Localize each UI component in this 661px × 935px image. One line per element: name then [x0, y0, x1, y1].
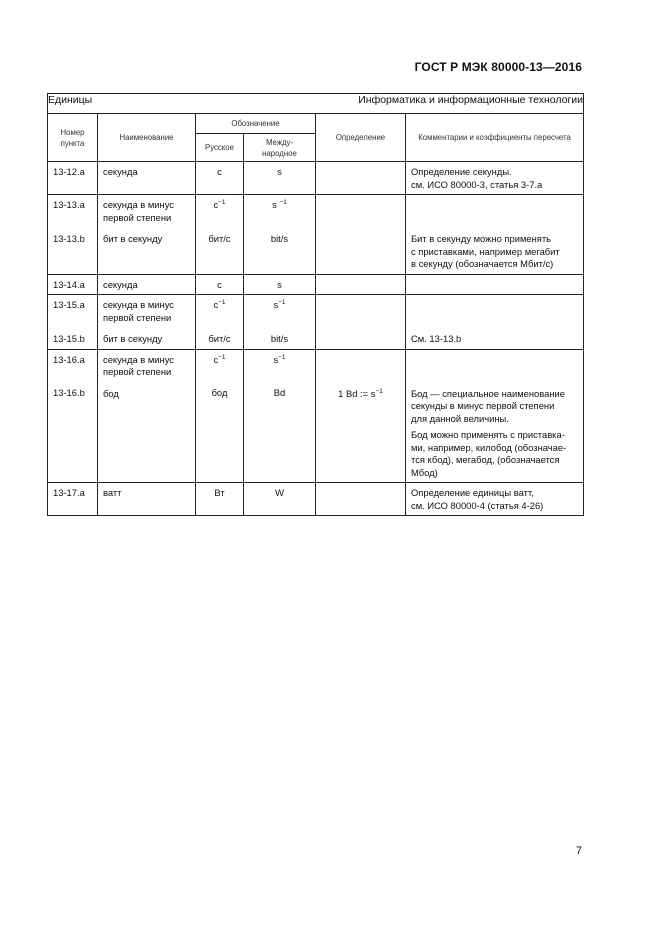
symbol-russian	[196, 195, 244, 275]
unit-name-line: бит в секунду	[103, 233, 163, 244]
symbol-russian	[196, 349, 244, 483]
unit-name-line: первой степени	[103, 366, 172, 377]
units-table	[47, 93, 584, 516]
unit-name	[98, 195, 196, 275]
unit-name	[98, 349, 196, 483]
comment	[406, 349, 584, 483]
symbol-base: s	[273, 353, 279, 365]
item-number	[48, 349, 98, 483]
unit-name-line: бит в секунду	[103, 333, 163, 344]
col-header-russian: Русское	[196, 134, 244, 162]
symbol-exponent: −1	[218, 353, 226, 361]
col-header-designation: Обозначение	[196, 114, 316, 134]
definition	[316, 162, 406, 195]
comment-line: с приставками, например мегабит	[411, 245, 560, 257]
col-header-comments: Комментарии и коэффициенты пересчета	[406, 114, 584, 162]
comment	[406, 195, 584, 275]
symbol-exponent: −1	[218, 299, 226, 306]
unit-name	[98, 295, 196, 350]
unit-name-line: секунда в минус	[103, 199, 174, 210]
comment	[406, 274, 584, 295]
col-header-name: Наименование	[98, 114, 196, 162]
table-row	[48, 349, 584, 483]
definition	[316, 295, 406, 350]
item-number-b: 13-13.b	[53, 232, 85, 244]
comment-line: см. ИСО 80000-4 (статья 4-26)	[411, 499, 544, 511]
symbol-value: bit/s	[270, 332, 289, 344]
comment-line: ми, например, килобод (обозначае-	[411, 441, 567, 453]
comment-line: для данной величины.	[411, 412, 509, 424]
table-row	[48, 483, 584, 516]
col-header-international: Между-народное	[244, 134, 316, 162]
comment-line: см. ИСО 80000-3, статья 3-7.a	[411, 178, 543, 190]
symbol-russian	[196, 295, 244, 350]
symbol-base: с	[213, 299, 219, 310]
symbol-base: s	[272, 199, 280, 210]
comment-line: тся кбод), мегабод, (обозначается	[411, 454, 560, 465]
symbol-russian: с	[196, 162, 244, 195]
symbol-value: бит/с	[208, 232, 231, 244]
symbol-value: bit/s	[270, 232, 289, 244]
comment	[406, 295, 584, 350]
table-row	[48, 195, 584, 275]
item-number	[48, 295, 98, 350]
item-number: 13-14.a	[48, 274, 98, 295]
col-header-definition: Определение	[316, 114, 406, 162]
definition	[316, 349, 406, 483]
unit-name-line: первой степени	[103, 311, 172, 323]
symbol-international: W	[244, 483, 316, 516]
symbol-exponent: −1	[278, 299, 286, 306]
unit-name: секунда	[98, 274, 196, 295]
comment-line: См. 13-13.b	[411, 333, 462, 344]
definition	[316, 274, 406, 295]
symbol-international	[244, 349, 316, 483]
symbol-russian: с	[196, 274, 244, 295]
symbol-international	[244, 195, 316, 275]
comment-line: Мбод)	[411, 466, 438, 478]
symbol-value: бит/с	[208, 332, 231, 344]
symbol-international	[244, 295, 316, 350]
comment	[406, 483, 584, 516]
table-row	[48, 274, 584, 295]
symbol-base: с	[213, 199, 219, 210]
document-title: ГОСТ Р МЭК 80000-13—2016	[414, 60, 582, 74]
symbol-value: Bd	[273, 387, 286, 398]
symbol-exponent: −1	[218, 199, 226, 206]
symbol-base: с	[213, 353, 219, 365]
symbol-international: s	[244, 162, 316, 195]
symbol-base: s	[273, 299, 279, 310]
comment-line: Определение секунды.	[411, 166, 512, 177]
table-row	[48, 295, 584, 350]
comment	[406, 162, 584, 195]
col-header-item-no: Номер пункта	[48, 114, 98, 162]
unit-name-line: первой степени	[103, 211, 172, 223]
symbol-russian: Вт	[196, 483, 244, 516]
definition-exponent: −1	[375, 387, 383, 395]
table-title-left: Единицы	[48, 94, 93, 106]
definition	[316, 483, 406, 516]
item-number: 13-17.a	[48, 483, 98, 516]
item-number-a: 13-13.a	[53, 199, 85, 210]
unit-name-line: бод	[103, 387, 119, 399]
unit-name-line: секунда в минус	[103, 299, 174, 310]
page-number: 7	[575, 845, 582, 857]
unit-name: секунда	[98, 162, 196, 195]
column-header-row	[48, 114, 584, 134]
comment-line: Бод можно применять с приставка-	[411, 429, 565, 440]
item-number-b: 13-16.b	[53, 387, 85, 398]
definition	[316, 195, 406, 275]
unit-name-line: секунда в минус	[103, 353, 174, 365]
comment-line: секунды в минус первой степени	[411, 400, 555, 411]
symbol-exponent: −1	[278, 353, 286, 361]
comment-line: в секунду (обозначается Мбит/с)	[411, 258, 554, 269]
symbol-value: бод	[211, 387, 228, 398]
table-row	[48, 162, 584, 195]
table-title-right: Информатика и информационные технологии	[358, 94, 584, 106]
symbol-exponent: −1	[279, 199, 287, 206]
item-number-a: 13-15.a	[53, 299, 85, 310]
comment-line: Бит в секунду можно применять	[411, 233, 552, 244]
item-number-b: 13-15.b	[53, 332, 85, 344]
item-number	[48, 195, 98, 275]
comment-line: Определение единицы ватт,	[411, 487, 534, 498]
comment-line: Бод — специальное наименование	[411, 387, 565, 399]
definition-base: 1 Bd := s	[338, 387, 376, 399]
item-number-a: 13-16.a	[53, 353, 85, 365]
symbol-international: s	[244, 274, 316, 295]
table-title-row	[48, 94, 584, 114]
unit-name: ватт	[98, 483, 196, 516]
item-number: 13-12.a	[48, 162, 98, 195]
